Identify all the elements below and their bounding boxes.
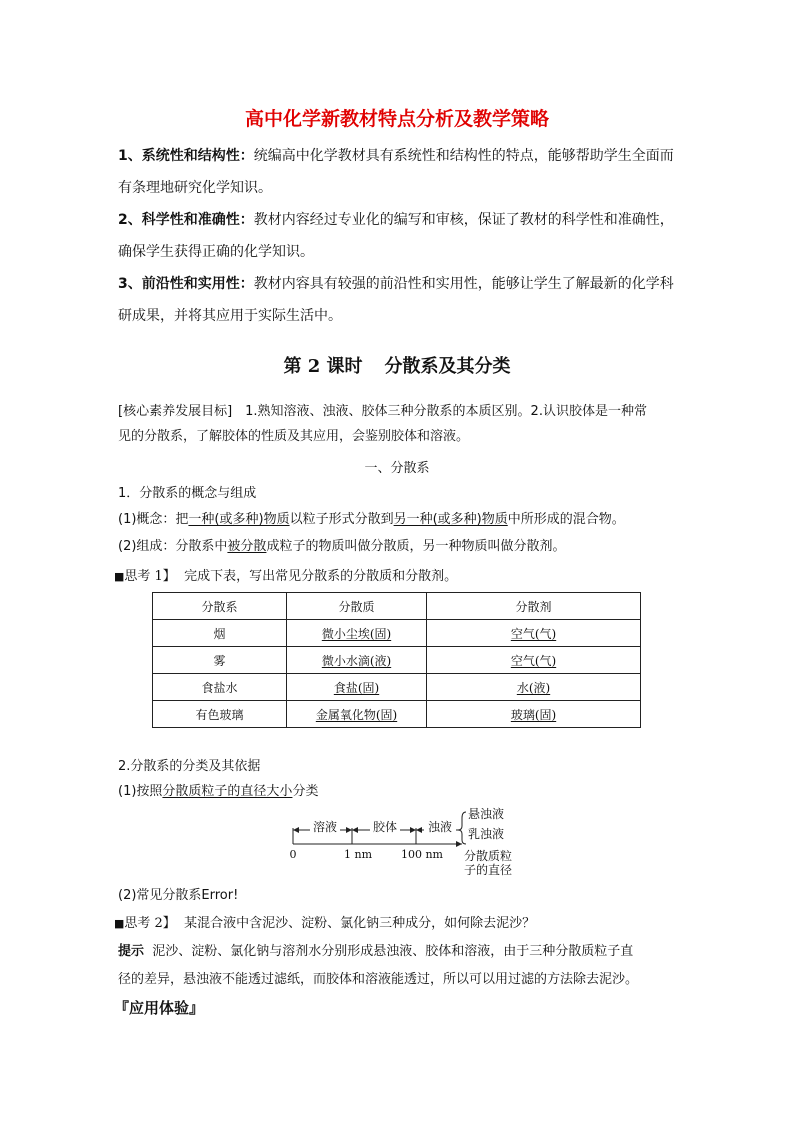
table-header-cell: 分散剂 [427, 593, 641, 620]
apply-heading: 『应用体验』 [114, 999, 205, 1017]
concept-composition: (2)组成：分散系中被分散成粒子的物质叫做分散质，另一种物质叫做分散剂。 [118, 539, 566, 554]
table-cell: 食盐(固) [287, 674, 427, 701]
table-cell: 食盐水 [153, 674, 287, 701]
table-cell: 金属氧化物(固) [287, 701, 427, 728]
label-colloid: 胶体 [372, 820, 398, 834]
classify-heading: 2.分散系的分类及其依据 [118, 759, 261, 774]
table-row [153, 701, 641, 728]
goals-line1: [核心素养发展目标] 1.熟知溶液、浊液、胶体三种分散系的本质区别。2.认识胶体是一种常 [118, 404, 647, 419]
square-marker-icon: ■ [114, 570, 125, 583]
table-header-cell: 分散系 [153, 593, 287, 620]
feature-1-label: 1、系统性和结构性： [118, 148, 254, 164]
axis-label-1: 分散质粒 [464, 849, 513, 863]
label-suspension: 悬浊液 [468, 807, 505, 821]
table-row [153, 674, 641, 701]
label-emulsion: 乳浊液 [468, 827, 505, 841]
lesson-title: 第 2 课时 分散系及其分类 [283, 356, 511, 377]
table-header-row [153, 593, 641, 620]
feature-2-label: 2、科学性和准确性： [118, 212, 254, 228]
axis-label-2: 子的直径 [464, 863, 513, 877]
table-row [153, 647, 641, 674]
think-2: ■思考 2】 某混合液中含泥沙、淀粉、氯化钠三种成分，如何除去泥沙？ [114, 916, 536, 931]
feature-3-line1: 3、前沿性和实用性：教材内容具有较强的前沿性和实用性，能够让学生了解最新的化学科 [118, 276, 674, 292]
square-marker-icon: ■ [114, 917, 125, 930]
table-cell: 微小尘埃(固) [287, 620, 427, 647]
feature-3-line2: 研成果，并将其应用于实际生活中。 [118, 308, 342, 324]
page-title: 高中化学新教材特点分析及教学策略 [244, 108, 549, 130]
think-1: ■思考 1】 完成下表，写出常见分散系的分散质和分散剂。 [114, 569, 458, 584]
tick-2-label: 100 nm [400, 848, 444, 861]
brace-icon [458, 812, 466, 844]
common-systems: (2)常见分散系Error! [118, 888, 239, 903]
table-cell: 有色玻璃 [153, 701, 287, 728]
table-header-cell: 分散质 [287, 593, 427, 620]
tick-0-label: 0 [289, 848, 297, 861]
feature-2-line2: 确保学生获得正确的化学知识。 [118, 244, 314, 260]
dispersion-table [152, 592, 641, 728]
table-cell: 微小水滴(液) [287, 647, 427, 674]
particle-size-diagram [280, 806, 530, 884]
feature-2-line1: 2、科学性和准确性：教材内容经过专业化的编写和审核，保证了教材的科学性和准确性， [118, 212, 674, 228]
label-solution: 溶液 [312, 820, 338, 834]
hint-line2: 径的差异，悬浊液不能透过滤纸，而胶体和溶液能透过，所以可以用过滤的方法除去泥沙。 [118, 972, 639, 987]
concept-definition: (1)概念：把一种(或多种)物质以粒子形式分散到另一种(或多种)物质中所形成的混合物。 [118, 512, 625, 527]
goals-line2: 见的分散系，了解胶体的性质及其应用，会鉴别胶体和溶液。 [118, 429, 470, 444]
table-row [153, 620, 641, 647]
concept-heading: 1．分散系的概念与组成 [118, 486, 257, 501]
table-cell: 空气(气) [427, 647, 641, 674]
section-heading: 一、分散系 [364, 461, 430, 476]
feature-1-line2: 有条理地研究化学知识。 [118, 180, 272, 196]
label-turbid: 浊液 [427, 820, 453, 834]
tick-1-label: 1 nm [343, 848, 373, 861]
hint-line1: 提示 泥沙、淀粉、氯化钠与溶剂水分别形成悬浊液、胶体和溶液，由于三种分散质粒子直 [118, 944, 634, 959]
table-cell: 烟 [153, 620, 287, 647]
table-cell: 雾 [153, 647, 287, 674]
feature-3-label: 3、前沿性和实用性： [118, 276, 254, 292]
classify-basis: (1)按照分散质粒子的直径大小分类 [118, 784, 319, 799]
feature-1-line1: 1、系统性和结构性：统编高中化学教材具有系统性和结构性的特点，能够帮助学生全面而 [118, 148, 674, 164]
table-cell: 玻璃(固) [427, 701, 641, 728]
table-cell: 水(液) [427, 674, 641, 701]
table-cell: 空气(气) [427, 620, 641, 647]
